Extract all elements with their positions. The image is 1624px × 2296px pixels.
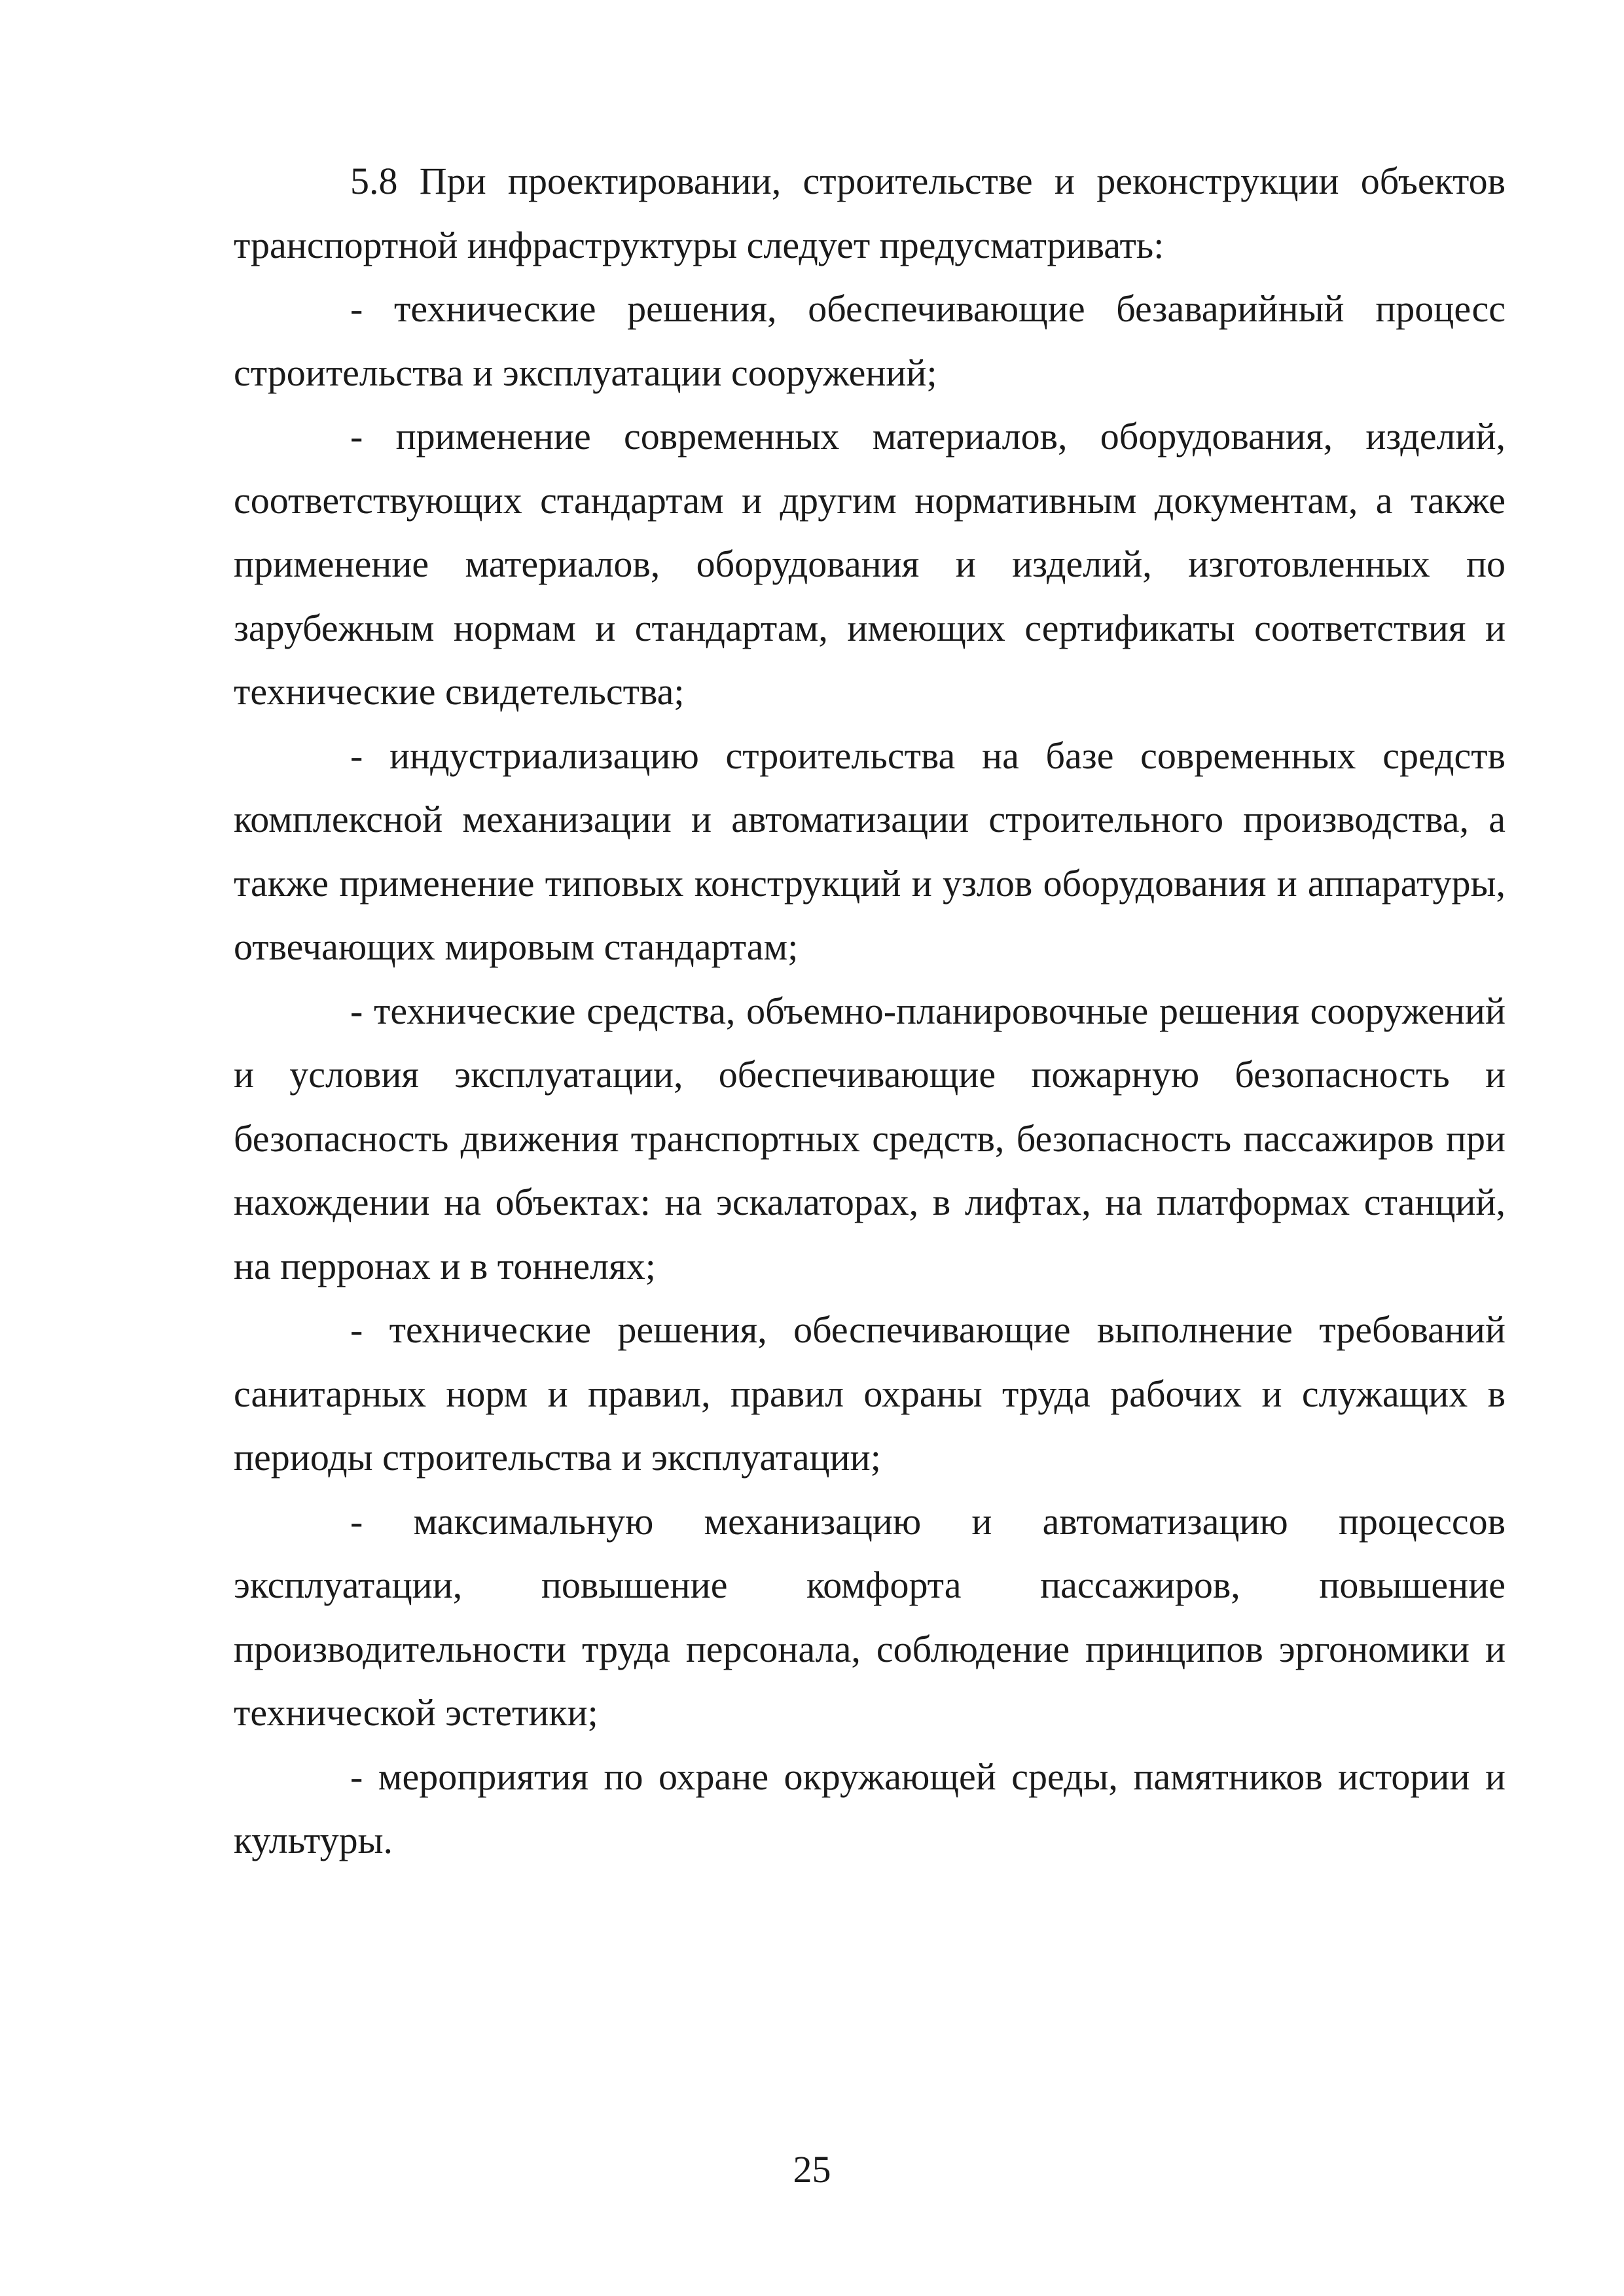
list-item-environment: - мероприятия по охране окружающей среды, памятников истории и культуры. <box>234 1755 1506 1861</box>
list-item-safety-means: - технические средства, объемно-планировочные решения сооружений и условия эксплуатации, обеспечивающие пожарную безопасность и безопасность движения транспортных средств, безопасность пассажиров при нахождении на объектах: на эскалаторах, в лифтах, на платформах станций, на перронах и в тоннелях; <box>234 989 1506 1287</box>
page-number: 25 <box>793 2148 831 2191</box>
list-item-modern-materials: - применение современных материалов, оборудования, изделий, соответствующих стандартам и другим нормативным документам, а также применение материалов, оборудования и изделий, изготовленных по зарубежным нормам и стандартам, имеющих сертификаты соответствия и технические свидетельства; <box>234 415 1506 713</box>
paragraph-intro: 5.8 При проектировании, строительстве и реконструкции объектов транспортной инфраструктуры следует предусматривать: <box>234 160 1506 266</box>
list-item-mechanization: - максимальную механизацию и автоматизацию процессов эксплуатации, повышение комфорта пассажиров, повышение производительности труда персонала, соблюдение принципов эргономики и технической эстетики; <box>234 1499 1506 1734</box>
list-item-sanitary-norms: - технические решения, обеспечивающие выполнение требований санитарных норм и правил, правил охраны труда рабочих и служащих в периоды строительства и эксплуатации; <box>234 1308 1506 1479</box>
document-body <box>234 149 1506 1873</box>
list-item-industrialization: - индустриализацию строительства на базе современных средств комплексной механизации и автоматизации строительного производства, а также применение типовых конструкций и узлов оборудования и аппаратуры, отвечающих мировым стандартам; <box>234 734 1506 968</box>
list-item-technical-solutions: - технические решения, обеспечивающие безаварийный процесс строительства и эксплуатации сооружений; <box>234 287 1506 394</box>
